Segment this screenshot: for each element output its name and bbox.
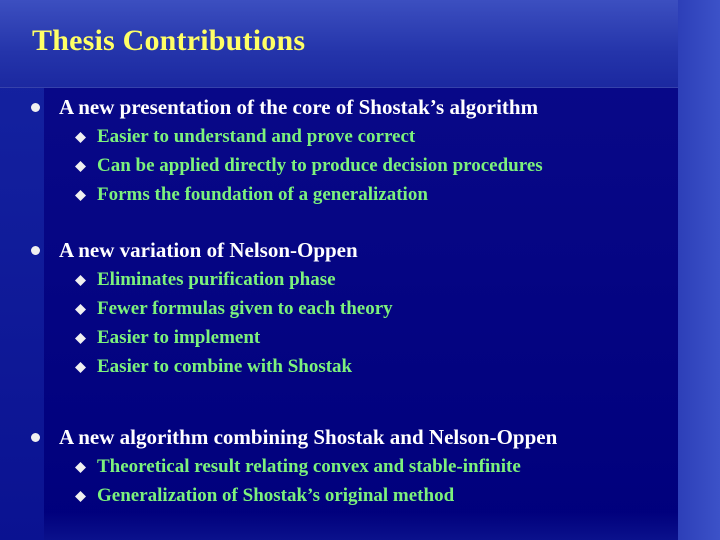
contribution-heading	[31, 235, 671, 265]
subitem-text: Theoretical result relating convex and stable-infinite	[97, 455, 521, 477]
subitem-text: Eliminates purification phase	[97, 268, 336, 290]
subitem	[75, 294, 715, 323]
diamond-bullet-icon	[75, 333, 86, 344]
slide-title: Thesis Contributions	[32, 24, 306, 57]
subitem	[75, 180, 715, 209]
diamond-bullet-icon	[75, 491, 86, 502]
bullet-dot-icon	[31, 433, 40, 442]
subitem-list	[75, 122, 715, 209]
diamond-bullet-icon	[75, 304, 86, 315]
subitem-text: Easier to understand and prove correct	[97, 125, 416, 147]
contribution-heading	[31, 422, 671, 452]
diamond-bullet-icon	[75, 275, 86, 286]
diamond-bullet-icon	[75, 132, 86, 143]
subitem	[75, 265, 715, 294]
bullet-dot-icon	[31, 103, 40, 112]
bullet-dot-icon	[31, 246, 40, 255]
diamond-bullet-icon	[75, 161, 86, 172]
subitem	[75, 122, 715, 151]
subitem-text: Forms the foundation of a generalization	[97, 183, 428, 205]
contribution-text: A new variation of Nelson-Oppen	[59, 238, 358, 262]
subitem-list	[75, 265, 715, 381]
subitem-text: Generalization of Shostak’s original method	[97, 484, 455, 506]
contribution-item	[31, 422, 671, 510]
subitem	[75, 481, 715, 510]
subitem	[75, 151, 715, 180]
subitem-text: Can be applied directly to produce decision procedures	[97, 154, 543, 176]
diamond-bullet-icon	[75, 190, 86, 201]
subitem-text: Fewer formulas given to each theory	[97, 297, 393, 319]
subitem	[75, 352, 715, 381]
subitem	[75, 452, 715, 481]
diamond-bullet-icon	[75, 362, 86, 373]
contribution-text: A new presentation of the core of Shostak’s algorithm	[59, 95, 539, 119]
contribution-item	[31, 92, 671, 209]
contribution-item	[31, 235, 671, 381]
contribution-text: A new algorithm combining Shostak and Nelson-Oppen	[59, 425, 558, 449]
subitem	[75, 323, 715, 352]
subitem-list	[75, 452, 715, 510]
subitem-text: Easier to combine with Shostak	[97, 355, 353, 377]
diamond-bullet-icon	[75, 462, 86, 473]
subitem-text: Easier to implement	[97, 326, 261, 348]
contribution-heading	[31, 92, 671, 122]
